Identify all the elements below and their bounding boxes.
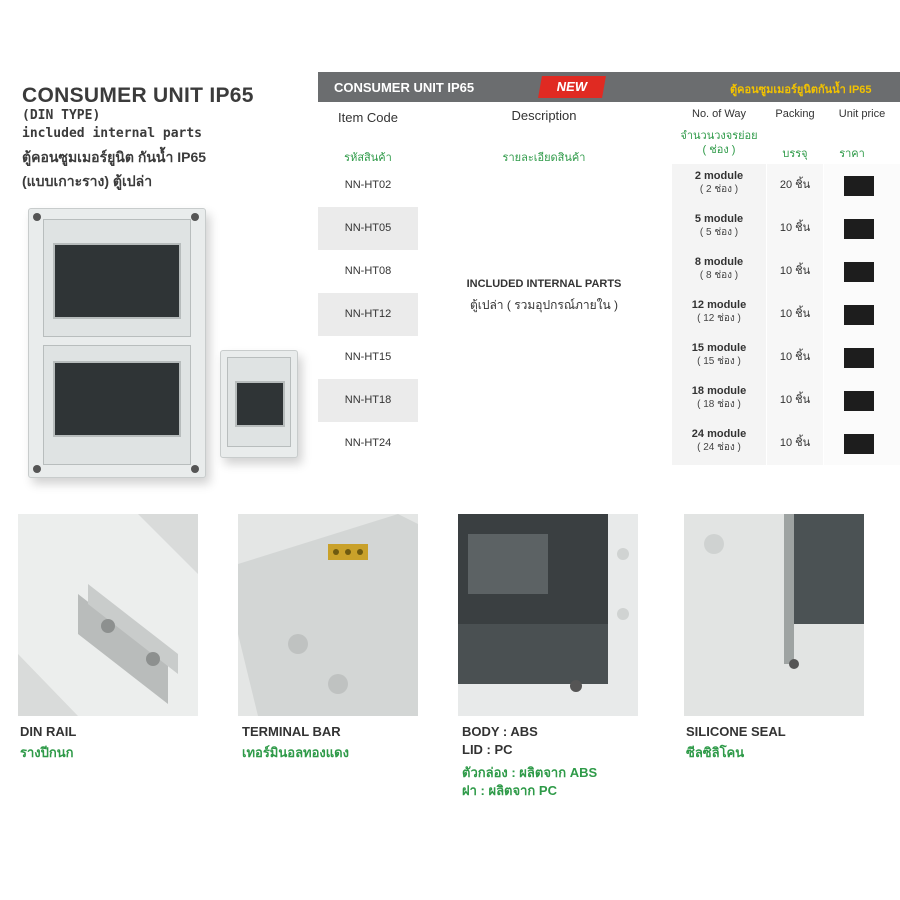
thai-title-line1: ตู้คอนซูมเมอร์ยูนิต กันน้ำ IP65 xyxy=(22,149,207,165)
price-cell xyxy=(824,422,900,465)
ways-value: 2 module xyxy=(694,170,744,182)
price-redacted xyxy=(844,434,874,454)
table-row-code: NN-HT05 xyxy=(318,207,418,250)
description-sub: ตู้เปล่า ( รวมอุปกรณ์ภายใน ) xyxy=(469,298,619,312)
price-cell xyxy=(824,250,900,293)
price-redacted xyxy=(844,348,874,368)
small-window xyxy=(235,381,285,427)
col-packing: Packing xyxy=(775,108,815,120)
ways-cell xyxy=(672,293,766,337)
packing-cell: 10 ชิ้น xyxy=(767,250,823,293)
terminal-bar-photo xyxy=(238,514,418,716)
ways-value-th: ( 2 ช่อง ) xyxy=(699,184,739,195)
silicone-seal-photo xyxy=(684,514,864,716)
caption-body-th: ตัวกล่อง : ผลิตจาก ABS xyxy=(462,765,598,780)
price-redacted xyxy=(844,305,874,325)
caption-body: BODY : ABS xyxy=(462,724,538,739)
ways-value: 12 module xyxy=(691,299,747,311)
ways-value-th: ( 5 ช่อง ) xyxy=(699,227,739,238)
col-description: Description xyxy=(511,108,577,123)
col-price: Unit price xyxy=(838,108,886,120)
description-main: INCLUDED INTERNAL PARTS xyxy=(466,278,622,290)
table-header-title: CONSUMER UNIT IP65 xyxy=(334,80,475,95)
description-cell xyxy=(418,170,670,460)
subtitle-din-type: (DIN TYPE) xyxy=(22,108,101,123)
ways-value-th: ( 8 ช่อง ) xyxy=(699,270,739,281)
page-title: CONSUMER UNIT IP65 xyxy=(22,84,254,107)
ways-value-th: ( 12 ช่อง ) xyxy=(697,313,741,324)
subtitle-included-parts: included internal parts xyxy=(22,126,203,141)
price-cell xyxy=(824,336,900,379)
col-ways-th2: ( ช่อง ) xyxy=(702,144,736,156)
ways-value: 18 module xyxy=(691,385,747,397)
table-row-code: NN-HT08 xyxy=(344,265,392,277)
col-ways: No. of Way xyxy=(692,108,746,120)
ways-cell xyxy=(672,207,766,251)
packing-cell: 10 ชิ้น xyxy=(767,293,823,336)
ways-cell xyxy=(672,164,766,208)
price-cell xyxy=(824,207,900,250)
price-cell xyxy=(824,293,900,336)
ways-value-th: ( 24 ช่อง ) xyxy=(697,442,741,453)
ways-value-th: ( 18 ช่อง ) xyxy=(697,399,741,410)
table-row-code: NN-HT18 xyxy=(318,379,418,422)
ways-value: 15 module xyxy=(691,342,747,354)
col-price-th: ราคา xyxy=(839,148,865,160)
ways-cell xyxy=(672,250,766,294)
din-rail-photo xyxy=(18,514,198,716)
ways-cell xyxy=(672,379,766,423)
price-redacted xyxy=(844,176,874,196)
table-row-code: NN-HT24 xyxy=(344,437,392,449)
price-redacted xyxy=(844,262,874,282)
packing-cell: 10 ชิ้น xyxy=(767,336,823,379)
table-row-code: NN-HT15 xyxy=(344,351,392,363)
caption-silicone-seal-th: ซีลซิลิโคน xyxy=(686,745,745,760)
price-cell xyxy=(824,379,900,422)
ways-value: 24 module xyxy=(691,428,747,440)
ways-value: 5 module xyxy=(694,213,744,225)
ways-cell xyxy=(672,336,766,380)
table-row-code: NN-HT02 xyxy=(344,179,392,191)
packing-cell: 10 ชิ้น xyxy=(767,422,823,465)
col-item-code-th: รหัสสินค้า xyxy=(344,152,392,164)
caption-din-rail: DIN RAIL xyxy=(20,724,77,739)
product-large-unit-image xyxy=(28,208,206,478)
screw-icon xyxy=(191,213,199,221)
caption-terminal-bar-th: เทอร์มินอลทองแดง xyxy=(242,745,349,760)
price-redacted xyxy=(844,391,874,411)
packing-cell: 10 ชิ้น xyxy=(767,379,823,422)
caption-din-rail-th: รางปีกนก xyxy=(20,745,74,760)
caption-terminal-bar: TERMINAL BAR xyxy=(242,724,341,739)
packing-cell: 10 ชิ้น xyxy=(767,207,823,250)
upper-window xyxy=(53,243,181,319)
col-description-th: รายละเอียดสินค้า xyxy=(502,152,586,164)
col-ways-th: จำนวนวงจรย่อย xyxy=(680,130,758,142)
ways-value: 8 module xyxy=(694,256,744,268)
screw-icon xyxy=(33,465,41,473)
caption-lid-th: ฝา : ผลิตจาก PC xyxy=(462,783,557,798)
caption-lid: LID : PC xyxy=(462,742,513,757)
thai-title-line2: (แบบเกาะราง) ตู้เปล่า xyxy=(22,173,153,189)
col-item-code: Item Code xyxy=(338,110,398,125)
ways-cell xyxy=(672,422,766,466)
lower-window xyxy=(53,361,181,437)
ways-value-th: ( 15 ช่อง ) xyxy=(697,356,741,367)
body-lid-photo xyxy=(458,514,638,716)
new-badge: NEW xyxy=(538,76,606,98)
screw-icon xyxy=(33,213,41,221)
price-cell xyxy=(824,164,900,207)
product-small-unit-image xyxy=(220,350,298,458)
packing-cell: 20 ชิ้น xyxy=(767,164,823,207)
table-header-thai: ตู้คอนซูมเมอร์ยูนิตกันน้ำ IP65 xyxy=(730,84,872,96)
screw-icon xyxy=(191,465,199,473)
caption-silicone-seal: SILICONE SEAL xyxy=(686,724,786,739)
table-row-code: NN-HT12 xyxy=(318,293,418,336)
col-packing-th: บรรจุ xyxy=(782,148,808,160)
price-redacted xyxy=(844,219,874,239)
